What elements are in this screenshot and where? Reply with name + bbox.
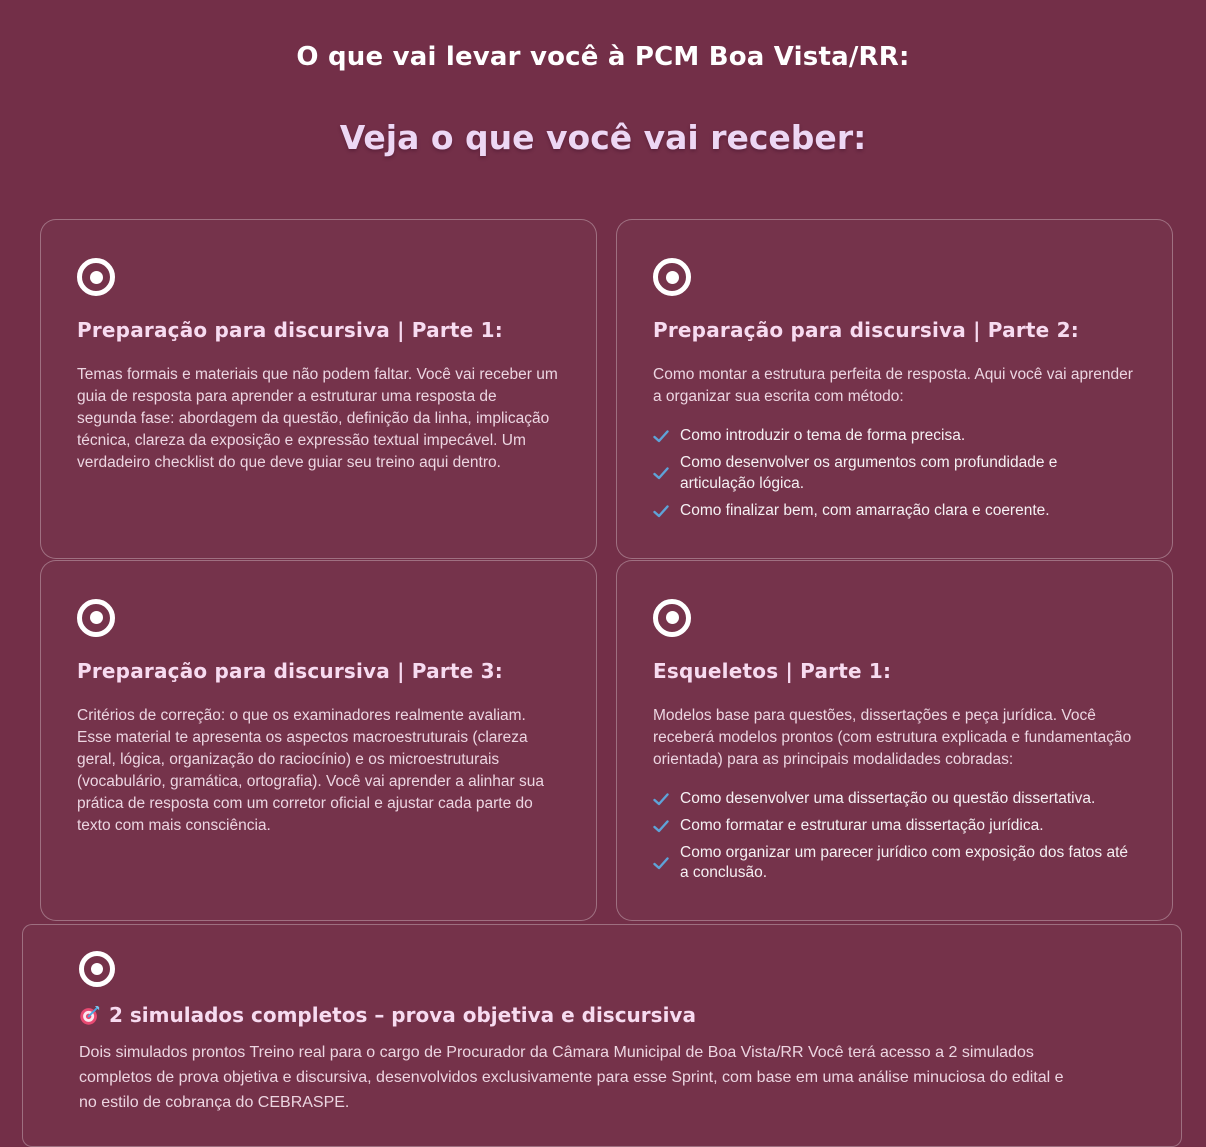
card-heading: Preparação para discursiva | Parte 3: bbox=[77, 658, 503, 683]
checkmark-icon bbox=[653, 820, 669, 833]
card-preparacao-parte-1 bbox=[40, 219, 597, 559]
card-heading: Preparação para discursiva | Parte 2: bbox=[653, 318, 1079, 342]
target-circle-icon bbox=[77, 258, 115, 296]
card-heading bbox=[79, 1003, 1081, 1027]
dart-target-emoji-icon bbox=[79, 1005, 100, 1026]
target-dot bbox=[666, 271, 679, 284]
target-circle-icon bbox=[653, 599, 691, 637]
checklist-item bbox=[653, 501, 1136, 522]
target-circle-icon bbox=[79, 951, 115, 987]
checklist-item bbox=[653, 426, 1136, 447]
checklist-item-label: Como finalizar bem, com amarração clara e coerente. bbox=[680, 501, 1050, 519]
checklist-item bbox=[653, 843, 1136, 885]
card-preparacao-parte-2 bbox=[616, 219, 1173, 559]
card-preparacao-parte-3 bbox=[40, 560, 597, 922]
checklist-item bbox=[653, 816, 1136, 837]
card-heading: Preparação para discursiva | Parte 1: bbox=[77, 318, 503, 342]
checkmark-icon bbox=[653, 430, 669, 443]
target-circle-icon bbox=[77, 599, 115, 637]
checklist-item bbox=[653, 453, 1136, 495]
checkmark-icon bbox=[653, 793, 669, 806]
card-body-text: Modelos base para questões, dissertações e peça jurídica. Você receberá modelos prontos (com estrutura explicada e fundamentação orientada) para as principais modalidades cobradas: bbox=[653, 706, 1132, 768]
card-heading: Esqueletos | Parte 1: bbox=[653, 658, 892, 683]
target-dot bbox=[91, 963, 103, 975]
checklist-item-label: Como organizar um parecer jurídico com exposição dos fatos até a conclusão. bbox=[680, 843, 1128, 882]
card-simulados bbox=[22, 924, 1182, 1146]
checkmark-icon bbox=[653, 505, 669, 518]
card-body-text: Dois simulados prontos Treino real para o cargo de Procurador da Câmara Municipal de Boa Vista/RR Você terá acesso a 2 simulados completos de prova objetiva e discursiva, desenvolvidos exclusivamente para esse Sprint, com base em uma análise minuciosa do edital e no estilo de cobrança do CEBRASPE. bbox=[79, 1044, 1064, 1111]
checklist-item-label: Como desenvolver uma dissertação ou questão dissertativa. bbox=[680, 789, 1096, 807]
target-dot bbox=[90, 611, 103, 624]
target-dot bbox=[666, 611, 679, 624]
card-body-text: Como montar a estrutura perfeita de resposta. Aqui você vai aprender a organizar sua escrita com método: bbox=[653, 366, 1133, 405]
checkmark-icon bbox=[653, 857, 669, 870]
checklist-item-label: Como desenvolver os argumentos com profundidade e articulação lógica. bbox=[680, 453, 1058, 492]
target-dot bbox=[90, 271, 103, 284]
checkmark-icon bbox=[653, 467, 669, 480]
card-body-text: Temas formais e materiais que não podem faltar. Você vai receber um guia de resposta para aprender a estruturar uma resposta de segunda fase: abordagem da questão, definição da linha, implicação técnica, clareza da exposição e expressão textual impecável. Um verdadeiro checklist do que deve guiar seu treino aqui dentro. bbox=[77, 366, 558, 471]
card-esqueletos-parte-1 bbox=[616, 560, 1173, 922]
checklist-item bbox=[653, 789, 1136, 810]
checklist-item-label: Como formatar e estruturar uma dissertação jurídica. bbox=[680, 816, 1044, 834]
card-body-text: Critérios de correção: o que os examinadores realmente avaliam. Esse material te apresenta os aspectos macroestruturais (clareza geral, lógica, organização do raciocínio) e os microestruturais (vocabulário, gramática, ortografia). Você vai aprender a alinhar sua prática de resposta com um corretor oficial e ajustar cada parte do texto com mais consciência. bbox=[77, 706, 544, 834]
page-title: O que vai levar você à PCM Boa Vista/RR: bbox=[296, 42, 910, 72]
target-circle-icon bbox=[653, 258, 691, 296]
wide-card-heading-label: 2 simulados completos – prova objetiva e discursiva bbox=[109, 1003, 696, 1028]
hero-header bbox=[0, 0, 1206, 157]
checklist bbox=[653, 426, 1136, 522]
benefits-grid bbox=[40, 219, 1173, 921]
page-subtitle: Veja o que você vai receber: bbox=[339, 118, 867, 157]
checklist-item-label: Como introduzir o tema de forma precisa. bbox=[680, 427, 966, 444]
checklist bbox=[653, 789, 1136, 885]
